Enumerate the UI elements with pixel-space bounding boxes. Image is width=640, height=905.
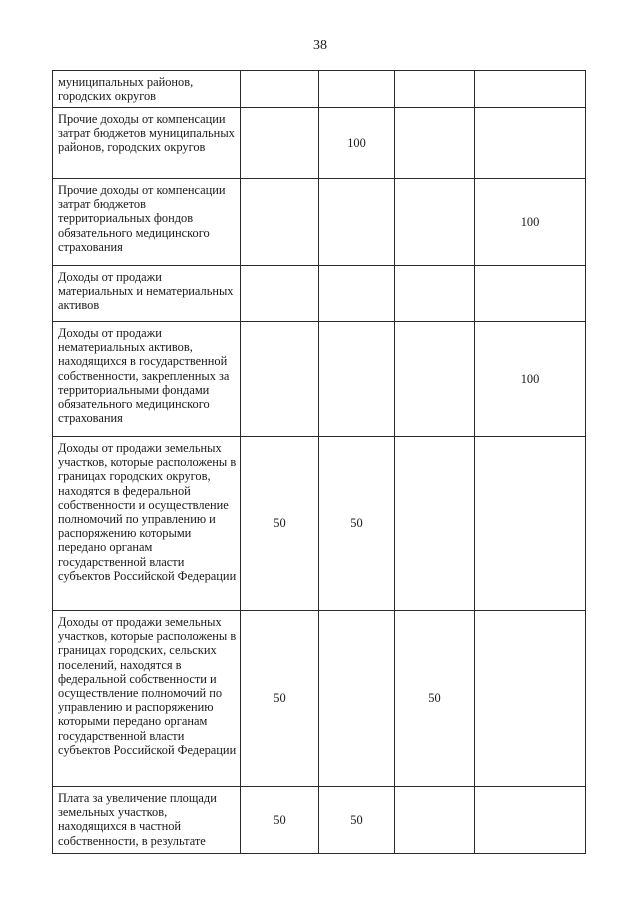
value-cell: 50 [241,437,319,611]
revenue-description-cell: Прочие доходы от компенсации затрат бюджетов муниципальных районов, городских округов [53,108,241,179]
value-cell [395,179,475,266]
table-row [53,71,586,108]
value-cell [241,179,319,266]
value-cell [395,437,475,611]
value-cell: 50 [319,787,395,854]
value-cell [475,437,586,611]
value-cell: 100 [475,179,586,266]
page-number: 38 [313,38,327,53]
table-row [53,611,586,787]
value-cell [241,71,319,108]
table-row [53,266,586,322]
value-cell [395,787,475,854]
revenue-description-cell: Прочие доходы от компенсации затрат бюджетов территориальных фондов обязательного медицинского страхования [53,179,241,266]
table-row [53,322,586,437]
revenue-description-cell: Доходы от продажи земельных участков, которые расположены в границах городских, сельских поселений, находятся в федеральной собственности и осуществление полномочий по управлению и распоряжению которыми передано органам государственной власти субъектов Российской Федерации [53,611,241,787]
value-cell [241,108,319,179]
table-row [53,437,586,611]
value-cell: 100 [475,322,586,437]
value-cell: 50 [241,787,319,854]
table-row [53,108,586,179]
value-cell: 50 [241,611,319,787]
value-cell: 50 [319,437,395,611]
value-cell [475,266,586,322]
value-cell [319,179,395,266]
revenue-description-cell: Доходы от продажи материальных и нематериальных активов [53,266,241,322]
revenue-description-cell: муниципальных районов, городских округов [53,71,241,108]
revenue-description-cell: Доходы от продажи нематериальных активов, находящихся в государственной собственности, закрепленных за территориальными фондами обязательного медицинского страхования [53,322,241,437]
revenue-description-cell: Доходы от продажи земельных участков, которые расположены в границах городских округов, находятся в федеральной собственности и осуществление полномочий по управлению и распоряжению которыми передано органам государственной власти субъектов Российской Федерации [53,437,241,611]
table-row [53,787,586,854]
value-cell [395,108,475,179]
value-cell [319,322,395,437]
revenue-distribution-table [52,70,586,854]
revenue-description-cell: Плата за увеличение площади земельных участков, находящихся в частной собственности, в результате [53,787,241,854]
value-cell [395,266,475,322]
value-cell [475,71,586,108]
value-cell [319,71,395,108]
value-cell [395,322,475,437]
value-cell [241,322,319,437]
value-cell [319,266,395,322]
value-cell [475,611,586,787]
value-cell [395,71,475,108]
value-cell: 50 [395,611,475,787]
value-cell [475,108,586,179]
table-row [53,179,586,266]
value-cell [319,611,395,787]
value-cell [241,266,319,322]
value-cell: 100 [319,108,395,179]
value-cell [475,787,586,854]
